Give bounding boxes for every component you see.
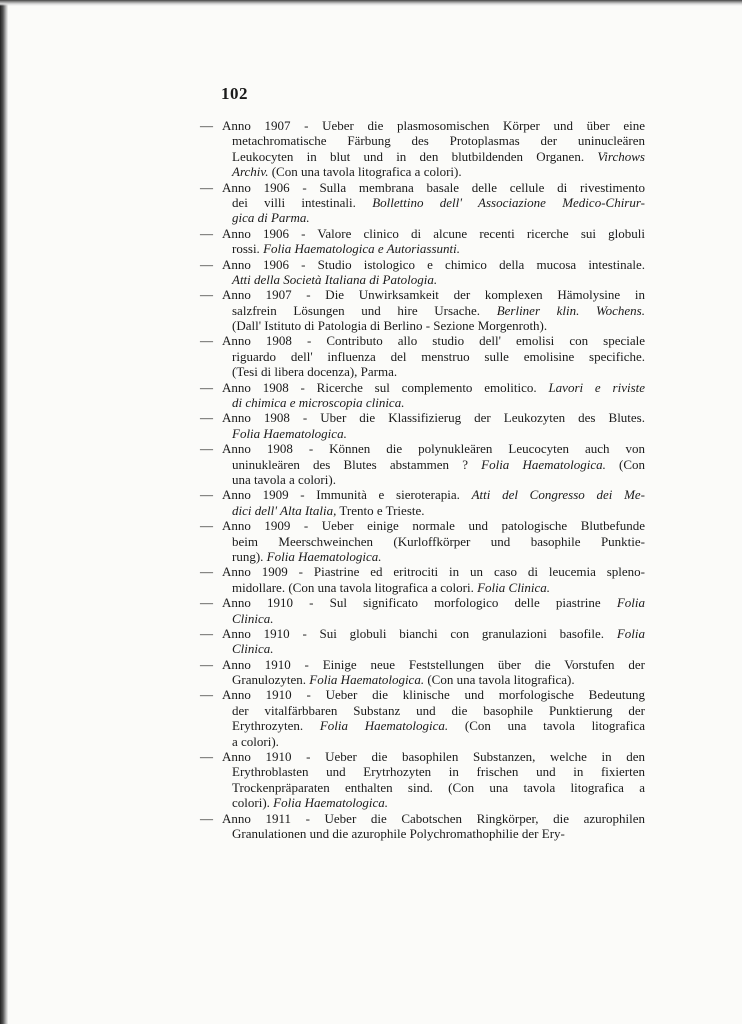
entry-text: rung). (232, 548, 267, 564)
entry-dash: — (200, 333, 213, 349)
bibliography-entry-first-line (200, 811, 645, 826)
entry-line-text (222, 441, 645, 456)
entry-text: Anno 1910 - Sul significato morfologico delle piastrine (222, 595, 617, 611)
bibliography-entry-line (200, 364, 645, 379)
entry-line-text (232, 718, 645, 733)
bibliography-entry-first-line (200, 380, 645, 395)
entry-text: Anno 1910 - Einige neue Feststellungen über die Vorstufen der (222, 656, 645, 672)
entry-text: Trento e Trieste. (336, 502, 425, 518)
entry-line-text (222, 687, 645, 702)
journal-title: Clinica. (232, 641, 274, 657)
entry-text: Anno 1908 - Uber die Klassifizierug der Leukozyten des Blutes. (222, 410, 645, 426)
journal-title: Virchows (597, 148, 645, 164)
journal-title: Atti del Congresso dei Me- (471, 487, 646, 503)
journal-title: Folia Haematologica. (309, 672, 425, 688)
bibliography-entry-first-line (200, 657, 645, 672)
entry-text: Granulozyten. (232, 672, 310, 688)
bibliography-entry-line (200, 272, 645, 287)
entry-dash: — (200, 118, 213, 133)
entry-line-text (222, 226, 645, 241)
entry-line-text (222, 380, 645, 395)
bibliography-entry-first-line (200, 257, 645, 272)
entry-text: (Dall' Istituto di Patologia di Berlino - Sezione Morgenroth). (232, 318, 548, 334)
entry-dash: — (200, 225, 213, 241)
entry-text: Anno 1906 - Studio istologico e chimico della mucosa intestinale. (222, 256, 645, 272)
bibliography-entry-first-line (200, 180, 645, 195)
journal-title: Archiv. (232, 164, 269, 180)
journal-title: Folia (616, 595, 645, 611)
entry-text: Granulationen und die azurophile Polychromathophilie der Ery- (232, 825, 565, 841)
bibliography-entry-line (200, 826, 645, 841)
bibliography-entry-line (200, 780, 645, 795)
bibliography-entry-first-line (200, 564, 645, 579)
entry-text: Anno 1906 - Valore clinico di alcune recenti ricerche sui globuli (222, 225, 645, 241)
entry-text: metachromatische Färbung des Protoplasmas der uninucleären (232, 133, 645, 149)
entry-text: (Con una tavola litografica). (424, 672, 575, 688)
bibliography-entry-line (200, 641, 645, 656)
entry-text: Anno 1909 - Piastrine ed eritrociti in un caso di leucemia spleno- (222, 564, 645, 580)
bibliography-entry-first-line (200, 410, 645, 425)
entry-dash: — (200, 625, 213, 641)
entry-dash: — (200, 595, 213, 611)
entry-text: Anno 1910 - Sui globuli bianchi con granulazioni basofile. (222, 625, 617, 641)
page-number: 102 (221, 84, 248, 103)
bibliography-entry-first-line (200, 626, 645, 641)
entry-text: Leukocyten in blut und in den blutbildenden Organen. (232, 148, 598, 164)
bibliography-entry-first-line (200, 333, 645, 348)
bibliography-entry-line (200, 349, 645, 364)
bibliography-entry-first-line (200, 441, 645, 456)
bibliography-list (200, 118, 645, 841)
bibliography-entry-line (200, 426, 645, 441)
entry-line-text (232, 364, 645, 379)
entry-line-text (222, 626, 645, 641)
bibliography-entry-line (200, 549, 645, 564)
entry-dash: — (200, 410, 213, 426)
entry-line-text (232, 426, 645, 441)
bibliography-entry-line (200, 703, 645, 718)
entry-text: der vitalfärbbaren Substanz und die basophile Punktierung der (232, 702, 645, 718)
entry-line-text (232, 472, 645, 487)
journal-title: Folia Clinica. (477, 579, 551, 595)
journal-title: Bollettino dell' Associazione Medico-Chirur- (372, 194, 645, 210)
bibliography-entry-line (200, 672, 645, 687)
entry-text: riguardo dell' influenza del menstruo sulle emolisine specifiche. (232, 348, 645, 364)
entry-dash: — (200, 487, 213, 503)
bibliography-entry-line (200, 503, 645, 518)
entry-line-text (232, 549, 645, 564)
journal-title: gica di Parma. (232, 210, 310, 226)
entry-line-text (222, 487, 645, 502)
entry-line-text (232, 133, 645, 148)
entry-text: Anno 1908 - Contributo allo studio dell' emolisi con speciale (222, 333, 645, 349)
bibliography-entry-line (200, 133, 645, 148)
journal-title: Folia Haematologica. (273, 795, 388, 811)
bibliography-entry-first-line (200, 518, 645, 533)
journal-title: di chimica e microscopia clinica. (232, 395, 405, 411)
entry-line-text (232, 703, 645, 718)
bibliography-entry-line (200, 241, 645, 256)
entry-text: Anno 1907 - Ueber die plasmosomischen Körper und über eine (222, 118, 645, 133)
entry-text: Trockenpräparaten enthalten sind. (Con una tavola litografica a (232, 779, 645, 795)
entry-line-text (232, 780, 645, 795)
entry-text: Anno 1906 - Sulla membrana basale delle cellule di rivestimento (222, 179, 645, 195)
scan-border-top (0, 0, 742, 6)
journal-title: Folia Haematologica. (319, 718, 449, 734)
journal-title: dici dell' Alta Italia, (232, 502, 337, 518)
entry-line-text (222, 595, 645, 610)
entry-dash: — (200, 749, 213, 765)
bibliography-entry-line (200, 457, 645, 472)
entry-line-text (232, 734, 645, 749)
entry-line-text (232, 580, 645, 595)
bibliography-entry-line (200, 718, 645, 733)
entry-line-text (232, 826, 645, 841)
entry-line-text (222, 180, 645, 195)
entry-text: Anno 1908 - Können die polynukleären Leucocyten auch von (222, 441, 645, 457)
entry-dash: — (200, 256, 213, 272)
entry-text: (Tesi di libera docenza), Parma. (232, 364, 398, 380)
entry-line-text (222, 564, 645, 579)
entry-text: (Con una tavola litografica a colori). (268, 164, 462, 180)
entry-text: salzfrein Lösungen und hire Ursache. (232, 302, 497, 318)
entry-line-text (232, 318, 645, 333)
bibliography-entry-first-line (200, 287, 645, 302)
bibliography-entry-line (200, 534, 645, 549)
entry-line-text (232, 272, 645, 287)
scan-border-left (0, 0, 8, 1024)
entry-text: (Con (605, 456, 646, 472)
entry-line-text (232, 195, 645, 210)
entry-line-text (232, 641, 645, 656)
journal-title: Folia Haematologica. (232, 425, 347, 441)
entry-dash: — (200, 687, 213, 703)
entry-text: Anno 1909 - Ueber einige normale und patologische Blutbefunde (222, 518, 645, 534)
entry-line-text (232, 210, 645, 225)
entry-dash: — (200, 287, 213, 303)
journal-title: Clinica. (232, 610, 274, 626)
entry-dash: — (200, 379, 213, 395)
bibliography-entry-line (200, 164, 645, 179)
entry-line-text (222, 749, 645, 764)
entry-line-text (222, 657, 645, 672)
journal-title: Folia Haematologica e Autoriassunti. (263, 241, 460, 257)
entry-text: a colori). (232, 733, 279, 749)
bibliography-entry-line (200, 303, 645, 318)
bibliography-entry-line (200, 611, 645, 626)
journal-title: Folia Haematologica. (266, 548, 382, 564)
bibliography-entry-line (200, 795, 645, 810)
entry-text: Anno 1911 - Ueber die Cabotschen Ringkörper, die azurophilen (222, 810, 645, 826)
entry-text: uninukleären des Blutes abstammen ? (232, 456, 482, 472)
entry-text: midollare. (Con una tavola litografica a colori. (232, 579, 478, 595)
entry-line-text (232, 534, 645, 549)
entry-line-text (232, 149, 645, 164)
bibliography-entry-line (200, 318, 645, 333)
entry-text: colori). (232, 795, 274, 811)
journal-title: Lavori e riviste (548, 379, 646, 395)
entry-dash: — (200, 656, 213, 672)
entry-text: Anno 1910 - Ueber die basophilen Substanzen, welche in den (222, 749, 645, 765)
entry-text: (Con una tavola litografica (448, 718, 645, 734)
entry-line-text (232, 349, 645, 364)
entry-line-text (222, 410, 645, 425)
entry-line-text (232, 164, 645, 179)
bibliography-entry-line (200, 764, 645, 779)
entry-text: rossi. (232, 241, 264, 257)
entry-line-text (222, 811, 645, 826)
bibliography-entry-line (200, 395, 645, 410)
bibliography-entry-first-line (200, 595, 645, 610)
entry-text: beim Meerschweinchen (Kurloffkörper und basophile Punktie- (232, 533, 645, 549)
entry-line-text (232, 457, 645, 472)
entry-text: Anno 1908 - Ricerche sul complemento emolitico. (222, 379, 549, 395)
entry-line-text (232, 303, 645, 318)
entry-text: dei villi intestinali. (232, 194, 373, 210)
entry-line-text (232, 611, 645, 626)
bibliography-entry-line (200, 195, 645, 210)
journal-title: Folia (616, 625, 645, 641)
entry-text: una tavola a colori). (232, 471, 336, 487)
entry-dash: — (200, 441, 213, 457)
bibliography-entry-first-line (200, 226, 645, 241)
bibliography-entry-line (200, 472, 645, 487)
bibliography-entry-line (200, 210, 645, 225)
bibliography-entry-first-line (200, 749, 645, 764)
entry-line-text (232, 672, 645, 687)
journal-title: Atti della Società Italiana di Patologia. (232, 271, 438, 287)
entry-dash: — (200, 810, 213, 826)
entry-dash: — (200, 179, 213, 195)
entry-line-text (232, 241, 645, 256)
entry-line-text (232, 395, 645, 410)
entry-line-text (222, 333, 645, 348)
bibliography-entry-first-line (200, 487, 645, 502)
entry-line-text (222, 257, 645, 272)
entry-text: Anno 1909 - Immunità e sieroterapia. (222, 487, 472, 503)
entry-text: Anno 1907 - Die Unwirksamkeit der komplexen Hämolysine in (222, 287, 645, 303)
bibliography-entry-line (200, 734, 645, 749)
entry-line-text (222, 287, 645, 302)
bibliography-entry-first-line (200, 687, 645, 702)
entry-line-text (222, 118, 645, 133)
journal-title: Folia Haematologica. (481, 456, 606, 472)
journal-title: Berliner klin. Wochens. (496, 302, 645, 318)
entry-dash: — (200, 564, 213, 580)
bibliography-entry-first-line (200, 118, 645, 133)
entry-text: Anno 1910 - Ueber die klinische und morfologische Bedeutung (222, 687, 645, 703)
entry-text: Erythroblasten und Erytrhozyten in frischen und in fixierten (232, 764, 645, 780)
entry-text: Erythrozyten. (232, 718, 320, 734)
entry-line-text (222, 518, 645, 533)
entry-dash: — (200, 518, 213, 534)
bibliography-entry-line (200, 149, 645, 164)
bibliography-entry-line (200, 580, 645, 595)
entry-line-text (232, 795, 645, 810)
entry-line-text (232, 503, 645, 518)
entry-line-text (232, 764, 645, 779)
